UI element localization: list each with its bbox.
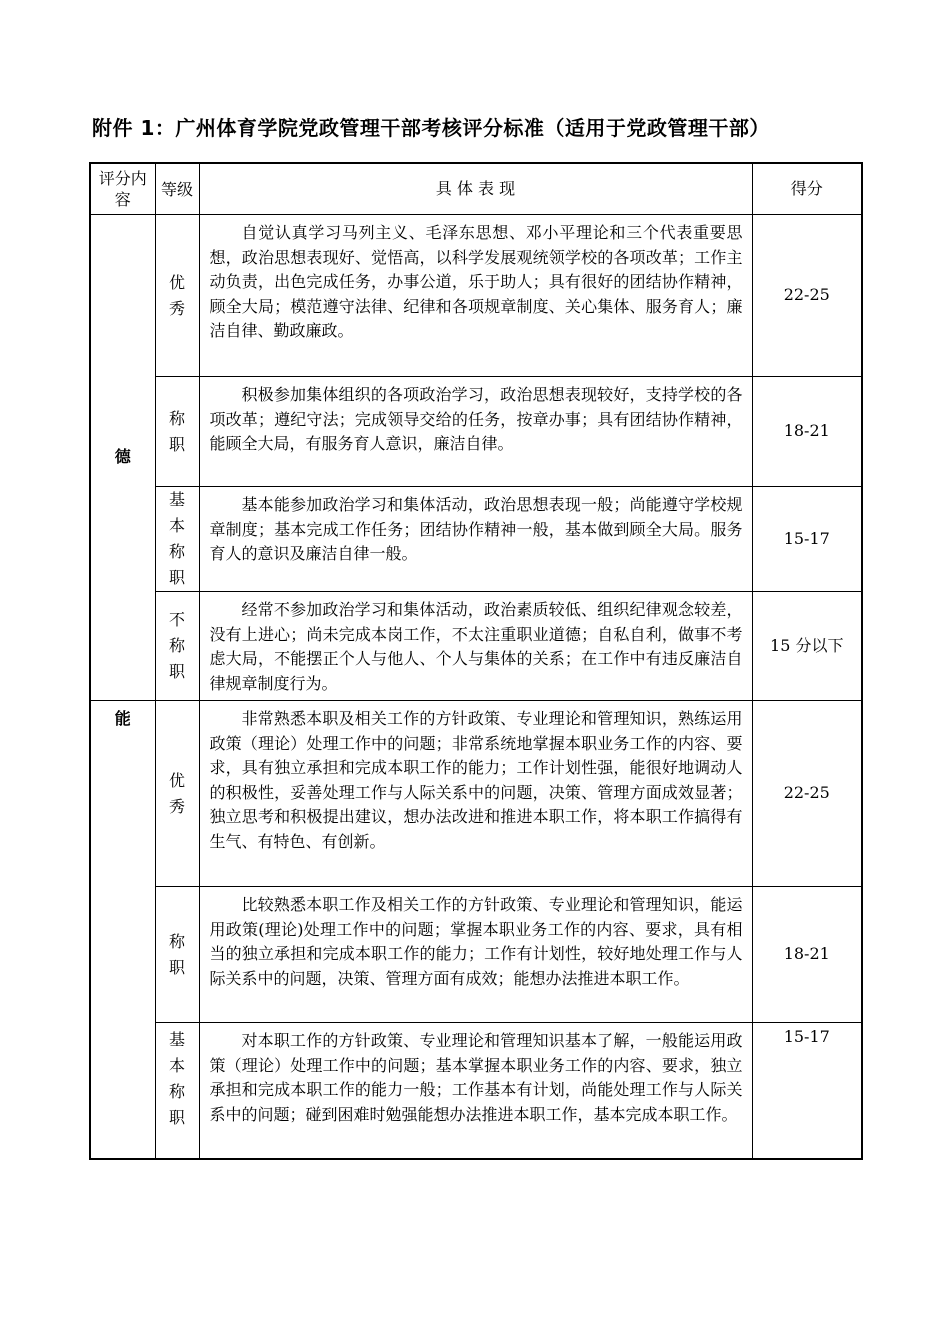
header-category: 评分内容 xyxy=(90,163,155,215)
description-cell: 自觉认真学习马列主义、毛泽东思想、邓小平理论和三个代表重要思想，政治思想表现好、觉悟高，以科学发展观统领学校的各项改革；工作主动负责，出色完成任务，办事公道，乐于助人；具有很好的团结协作精神，顾全大局；模范遵守法律、纪律和各项规章制度、关心集体、服务育人；廉洁自律、勤政廉政。 xyxy=(199,215,752,377)
description-cell: 非常熟悉本职及相关工作的方针政策、专业理论和管理知识，熟练运用政策（理论）处理工作中的问题；非常系统地掌握本职业务工作的内容、要求，具有独立承担和完成本职工作的能力；工作计划性强，能很好地调动人的积极性，妥善处理工作与人际关系中的问题，决策、管理方面成效显著；独立思考和积极提出建议，想办法改进和推进本职工作，将本职工作搞得有生气、有特色、有创新。 xyxy=(199,701,752,887)
score-cell: 22-25 xyxy=(752,701,862,887)
page-title: 附件 1：广州体育学院党政管理干部考核评分标准（适用于党政管理干部） xyxy=(92,116,770,140)
header-score: 得分 xyxy=(752,163,862,215)
score-cell: 18-21 xyxy=(752,887,862,1023)
table-row xyxy=(90,1023,862,1159)
grade-cell: 优秀 xyxy=(155,701,199,887)
table-header-row xyxy=(90,163,862,215)
grade-cell: 优秀 xyxy=(155,215,199,377)
description-cell: 对本职工作的方针政策、专业理论和管理知识基本了解，一般能运用政策（理论）处理工作中的问题；基本掌握本职业务工作的内容、要求，独立承担和完成本职工作的能力一般；工作基本有计划，尚能处理工作与人际关系中的问题；碰到困难时勉强能想办法推进本职工作，基本完成本职工作。 xyxy=(199,1023,752,1159)
score-cell: 18-21 xyxy=(752,377,862,487)
description-cell: 比较熟悉本职工作及相关工作的方针政策、专业理论和管理知识，能运用政策(理论)处理工作中的问题；掌握本职业务工作的内容、要求，具有相当的独立承担和完成本职工作的能力；工作有计划性，较好地处理工作与人际关系中的问题，决策、管理方面有成效；能想办法推进本职工作。 xyxy=(199,887,752,1023)
grade-cell: 基本称职 xyxy=(155,1023,199,1159)
score-cell: 22-25 xyxy=(752,215,862,377)
category-cell: 能 xyxy=(90,701,155,1159)
description-cell: 积极参加集体组织的各项政治学习，政治思想表现较好，支持学校的各项改革；遵纪守法；完成领导交给的任务，按章办事；具有团结协作精神，能顾全大局，有服务育人意识，廉洁自律。 xyxy=(199,377,752,487)
grade-cell: 不称职 xyxy=(155,592,199,701)
table-row xyxy=(90,487,862,592)
grade-cell: 基本称职 xyxy=(155,487,199,592)
description-cell: 经常不参加政治学习和集体活动，政治素质较低、组织纪律观念较差，没有上进心；尚未完成本岗工作，不太注重职业道德；自私自利，做事不考虑大局，不能摆正个人与他人、个人与集体的关系；在工作中有违反廉洁自律规章制度行为。 xyxy=(199,592,752,701)
grade-cell: 称职 xyxy=(155,887,199,1023)
grade-cell: 称职 xyxy=(155,377,199,487)
table-row xyxy=(90,887,862,1023)
score-cell: 15 分以下 xyxy=(752,592,862,701)
table-row xyxy=(90,215,862,377)
table-row xyxy=(90,701,862,887)
table-row xyxy=(90,377,862,487)
header-grade: 等级 xyxy=(155,163,199,215)
header-performance: 具 体 表 现 xyxy=(199,163,752,215)
score-cell: 15-17 xyxy=(752,1023,862,1159)
category-cell: 德 xyxy=(90,215,155,701)
assessment-table xyxy=(89,162,863,1160)
description-cell: 基本能参加政治学习和集体活动，政治思想表现一般；尚能遵守学校规章制度；基本完成工作任务；团结协作精神一般，基本做到顾全大局。服务育人的意识及廉洁自律一般。 xyxy=(199,487,752,592)
table-row xyxy=(90,592,862,701)
score-cell: 15-17 xyxy=(752,487,862,592)
